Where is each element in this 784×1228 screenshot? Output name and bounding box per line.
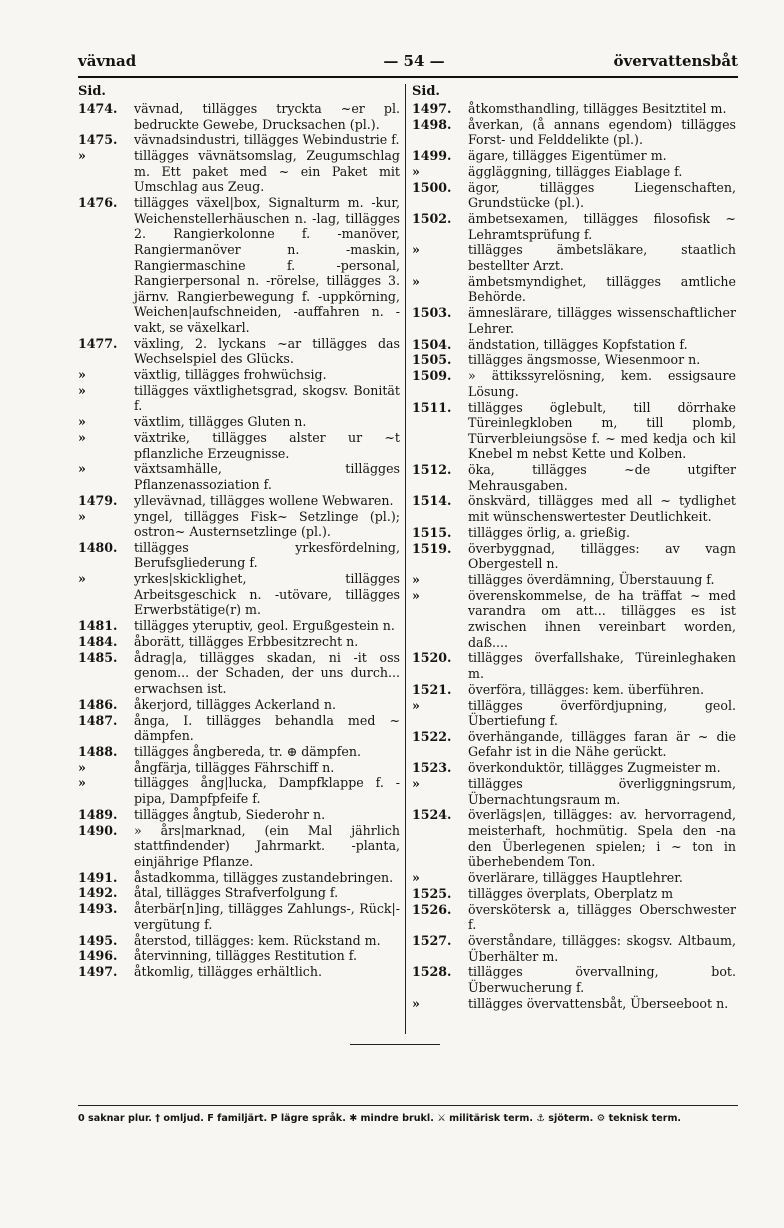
dictionary-entry [412,933,736,964]
entry-page-number: 1512. [412,462,452,478]
entry-page-number: 1521. [412,681,452,697]
dictionary-entry [78,697,400,713]
dictionary-entry [78,760,400,776]
entry-page-number: 1491. [78,869,118,885]
dictionary-entry [78,493,400,509]
dictionary-entry [78,650,400,697]
dictionary-entry [412,650,736,681]
entry-text: tillägges ängsmosse, Wiesenmoor n. [468,352,701,368]
entry-text: tillägges överdämning, Überstauung f. [468,572,715,587]
header-rule [78,76,738,78]
entry-text: vävnadsindustri, tillägges Webindustrie f. [134,132,400,148]
dictionary-entry [78,744,400,760]
entry-page-number: 1502. [412,211,452,227]
dictionary-entry [78,336,400,367]
entry-text: ämbetsexamen, tillägges filosofisk ~ Lehramtsprüfung f. [468,211,736,242]
dictionary-entry [78,430,400,461]
entry-page-number: » [412,163,420,179]
dictionary-entry [412,870,736,886]
entry-page-number: » [78,429,86,445]
entry-page-number: » [412,776,420,792]
dictionary-entry [412,400,736,462]
dictionary-entry [78,461,400,492]
dictionary-entry [78,101,400,132]
page-number: — 54 — [383,52,445,70]
entry-text: överhängande, tillägges faran är ~ die Gefahr ist in die Nähe gerückt. [468,728,736,760]
entry-text: åstadkomma, tillägges zustandebringen. [134,869,394,885]
entry-page-number: 1503. [412,305,452,321]
dictionary-entry [78,509,400,540]
entry-page-number: » [78,759,86,775]
entry-page-number: 1509. [412,368,452,384]
entry-text: överlägs|en, tillägges: av. hervorragend, meisterhaft, hochmütig. Spela den -na den Überlegenen spielen; i ~ ton in überhebendem Ton. [468,807,736,870]
entry-page-number: 1524. [412,807,452,823]
entry-page-number: 1492. [78,885,118,901]
dictionary-entry [412,729,736,760]
dictionary-entry [412,148,736,164]
entry-text: växling, 2. lyckans ~ar tillägges das Wechselspiel des Glücks. [134,335,400,367]
entry-text: önskvärd, tillägges med all ~ tydlighet mit wünschenswertester Deutlichkeit. [468,493,736,525]
entry-text: yrkes|skicklighet, tillägges Arbeitsgeschick n. -utövare, tillägges Erwerbstätige(r) m. [134,571,400,618]
entry-page-number: » [78,571,86,587]
dictionary-entry [78,964,400,980]
entry-text: tillägges yteruptiv, geol. Ergußgestein n. [134,618,395,634]
entry-text: » ättikssyrelösning, kem. essigsaure Lösung. [468,368,736,399]
entry-page-number: 1515. [412,524,452,540]
entry-page-number: 1476. [78,195,118,211]
entry-page-number: 1477. [78,335,118,351]
entry-text: vävnad, tillägges tryckta ~er pl. bedruckte Gewebe, Drucksachen (pl.). [134,101,400,132]
entry-page-number: 1522. [412,728,452,744]
entry-text: ådrag|a, tillägges skadan, ni -it oss genom... der Schaden, der uns durch... erwachsen ist. [134,649,400,696]
dictionary-entry [412,902,736,933]
entry-page-number: 1493. [78,901,118,917]
header-right-word: övervattensbåt [613,52,738,70]
dictionary-entry [412,493,736,524]
dictionary-entry [412,180,736,211]
dictionary-entry [78,195,400,335]
dictionary-entry [412,541,736,572]
footer-rule-long [78,1105,738,1106]
header-left-word: vävnad [78,52,137,70]
entry-text: yngel, tillägges Fisk~ Setzlinge (pl.); ostron~ Austernsetzlinge (pl.). [134,508,400,540]
entry-page-number: » [412,869,420,885]
entry-page-number: 1498. [412,116,452,132]
entry-list [412,101,736,1011]
dictionary-entry [412,305,736,336]
dictionary-entry [412,274,736,305]
entry-page-number: 1528. [412,964,452,980]
entry-page-number: 1488. [78,743,118,759]
entry-page-number: 1526. [412,901,452,917]
dictionary-entry [412,760,736,776]
entry-page-number: 1475. [78,132,118,148]
entry-page-number: 1511. [412,399,452,415]
entry-text: ämbetsmyndighet, tillägges amtliche Behörde. [468,273,736,305]
dictionary-entry [78,634,400,650]
entry-text: tillägges växtlighetsgrad, skogsv. Bonität f. [134,382,400,414]
entry-page-number: 1479. [78,492,118,508]
entry-text: tillägges ämbetsläkare, staatlich bestellter Arzt. [468,242,736,274]
entry-text: åtkomlig, tillägges erhältlich. [134,964,322,980]
entry-text: öka, tillägges ~de utgifter Mehrausgaben. [468,462,736,493]
dictionary-entry [78,775,400,806]
column-label: Sid. [78,84,106,99]
entry-text: överlärare, tillägges Hauptlehrer. [468,869,683,885]
dictionary-entry [412,211,736,242]
dictionary-entry [412,698,736,729]
dictionary-entry [412,117,736,148]
entry-page-number: » [412,572,420,587]
dictionary-entry [412,996,736,1012]
entry-page-number: 1514. [412,493,452,509]
entry-page-number: 1495. [78,932,118,948]
entry-page-number: » [78,414,86,430]
dictionary-entry [78,383,400,414]
entry-page-number: 1523. [412,760,452,776]
entry-text: äggläggning, tillägges Eiablage f. [468,163,683,179]
entry-text: tillägges ångbereda, tr. ⊕ dämpfen. [134,743,362,759]
entry-text: tillägges växel|box, Signalturm m. -kur, Weichenstellerhäuschen n. -lag, tillägges 2. Rangierkolonne f. -manöver, Rangiermanöver n. -maskin, Rangiermaschine f. -personal, Rangierpersonal n. -rörelse, tillägges 3. järnv. Rangierbewegung f. -uppkörning, Weichen|aufschneiden, -auffahren n. -vakt, se växelkarl. [134,195,400,335]
entry-text: ånga, I. tillägges behandla med ~ dämpfen. [134,712,400,744]
entry-list [78,101,400,980]
dictionary-entry [78,713,400,744]
dictionary-entry [412,242,736,273]
entry-text: ägare, tillägges Eigentümer m. [468,148,667,164]
entry-page-number: 1480. [78,539,118,555]
entry-page-number: 1527. [412,932,452,948]
entry-text: tillägges ångtub, Siederohr n. [134,806,326,822]
entry-page-number: 1497. [78,964,118,980]
entry-text: åtal, tillägges Strafverfolgung f. [134,885,339,901]
dictionary-entry [78,540,400,571]
dictionary-entry [412,525,736,541]
entry-text: växtrike, tillägges alster ur ~t pflanzliche Erzeugnisse. [134,429,400,461]
entry-text: åtkomsthandling, tillägges Besitztitel m. [468,101,727,116]
entry-page-number: » [412,587,420,603]
abbreviation-legend: 0 saknar plur. † omljud. F familjärt. P lägre språk. ✱ mindre brukl. ⚔ militärisk term. ⚓ sjöterm. ⚙ teknisk term. [78,1113,682,1124]
entry-text: tillägges överliggningsrum, Übernachtungsraum m. [468,776,736,807]
entry-text: ångfärja, tillägges Fährschiff n. [134,759,335,775]
entry-text: överståndare, tillägges: skogsv. Altbaum, Überhälter m. [468,932,736,964]
dictionary-entry [412,462,736,493]
column-label: Sid. [412,84,440,99]
entry-page-number: » [78,461,86,477]
column-divider [405,84,406,1034]
dictionary-entry [412,337,736,353]
entry-text: tillägges överfördjupning, geol. Übertiefung f. [468,697,736,729]
entry-page-number: 1486. [78,696,118,712]
dictionary-entry [78,414,400,430]
entry-text: överbyggnad, tillägges: av vagn Obergestell n. [468,540,736,572]
entry-page-number: 1520. [412,650,452,666]
entry-text: » års|marknad, (ein Mal jährlich stattfindender) Jahrmarkt. -planta, einjährige Pflanze. [134,822,400,869]
dictionary-entry [412,886,736,902]
entry-page-number: » [412,697,420,713]
entry-text: åkerjord, tillägges Ackerland n. [134,696,336,712]
entry-page-number: » [78,775,86,791]
entry-text: tillägges yrkesfördelning, Berufsgliederung f. [134,539,400,571]
dictionary-entry [78,933,400,949]
entry-text: åverkan, (å annans egendom) tillägges Forst- und Felddelikte (pl.). [468,116,736,148]
entry-page-number: 1504. [412,336,452,352]
entry-page-number: » [78,508,86,524]
entry-text: återstod, tillägges: kem. Rückstand m. [134,932,381,948]
entry-page-number: 1499. [412,148,452,164]
dictionary-entry [78,618,400,634]
dictionary-entry [78,807,400,823]
entry-text: ägor, tillägges Liegenschaften, Grundstücke (pl.). [468,179,736,211]
dictionary-entry [78,885,400,901]
dictionary-entry [412,352,736,368]
dictionary-entry [412,807,736,869]
dictionary-entry [412,164,736,180]
entry-page-number: » [412,242,420,258]
footer-rule-short [350,1044,440,1045]
entry-text: tillägges överfallshake, Türeinleghaken m. [468,650,736,681]
dictionary-entry [78,148,400,195]
dictionary-entry [78,571,400,618]
entry-page-number: 1484. [78,634,118,649]
entry-text: återbär[n]ing, tillägges Zahlungs-, Rück|-vergütung f. [134,901,400,932]
entry-page-number: 1496. [78,948,118,964]
entry-text: överenskommelse, de ha träffat ~ med varandra om att... tillägges es ist zwischen ihnen vereinbart worden, daß.... [468,587,736,650]
dictionary-entry [412,588,736,650]
entry-text: tillägges öglebult, till dörrhake Türeinlegkloben m, till plomb, Türverbleiungsöse f. ~ med kedja och kil Knebel m nebst Kette und Kolben. [468,399,736,462]
dictionary-entry [412,964,736,995]
dictionary-entry [412,368,736,399]
entry-page-number: 1505. [412,352,452,368]
entry-page-number: 1485. [78,649,118,665]
entry-page-number: » [78,367,86,383]
entry-text: yllevävnad, tillägges wollene Webwaren. [134,492,394,508]
entry-page-number: 1497. [412,101,452,116]
entry-page-number: 1487. [78,712,118,728]
entry-page-number: » [78,382,86,398]
entry-text: överskötersk a, tillägges Oberschwester f. [468,901,736,933]
right-column [412,84,736,1011]
entry-text: tillägges ång|lucka, Dampfklappe f. -pipa, Dampfpfeife f. [134,775,400,807]
entry-page-number: 1489. [78,806,118,822]
entry-text: ämneslärare, tillägges wissenschaftlicher Lehrer. [468,305,736,336]
dictionary-entry [78,948,400,964]
entry-page-number: 1500. [412,179,452,195]
entry-page-number: 1525. [412,885,452,901]
entry-text: växtlim, tillägges Gluten n. [134,414,307,430]
entry-text: överkonduktör, tillägges Zugmeister m. [468,760,721,776]
entry-text: återvinning, tillägges Restitution f. [134,948,357,964]
entry-text: tillägges övervattensbåt, Überseeboot n. [468,995,729,1011]
dictionary-entry [412,572,736,588]
entry-text: växtlig, tillägges frohwüchsig. [134,367,327,383]
entry-text: ändstation, tillägges Kopfstation f. [468,336,688,352]
entry-page-number: » [412,273,420,289]
entry-text: tillägges örlig, a. grießig. [468,524,631,540]
entry-text: åborätt, tillägges Erbbesitzrecht n. [134,634,359,649]
entry-page-number: 1490. [78,822,118,838]
dictionary-entry [412,101,736,117]
entry-page-number: 1519. [412,540,452,556]
entry-page-number: » [412,995,420,1011]
entry-text: tillägges överplats, Oberplatz m [468,885,674,901]
left-column [78,84,400,980]
dictionary-entry [78,823,400,870]
dictionary-entry [78,901,400,932]
dictionary-entry [78,367,400,383]
entry-text: tillägges vävnätsomslag, Zeugumschlag m. Ett paket med ~ ein Paket mit Umschlag aus Zeug. [134,148,400,195]
entry-text: överföra, tillägges: kem. überführen. [468,681,705,697]
entry-text: växtsamhälle, tillägges Pflanzenassoziation f. [134,461,400,492]
entry-page-number: 1481. [78,618,118,634]
entry-page-number: 1474. [78,101,118,116]
entry-page-number: » [78,148,86,164]
entry-text: tillägges övervallning, bot. Überwucherung f. [468,964,736,995]
dictionary-entry [412,682,736,698]
dictionary-entry [412,776,736,807]
dictionary-entry [78,132,400,148]
page-header [78,52,738,76]
dictionary-entry [78,870,400,886]
